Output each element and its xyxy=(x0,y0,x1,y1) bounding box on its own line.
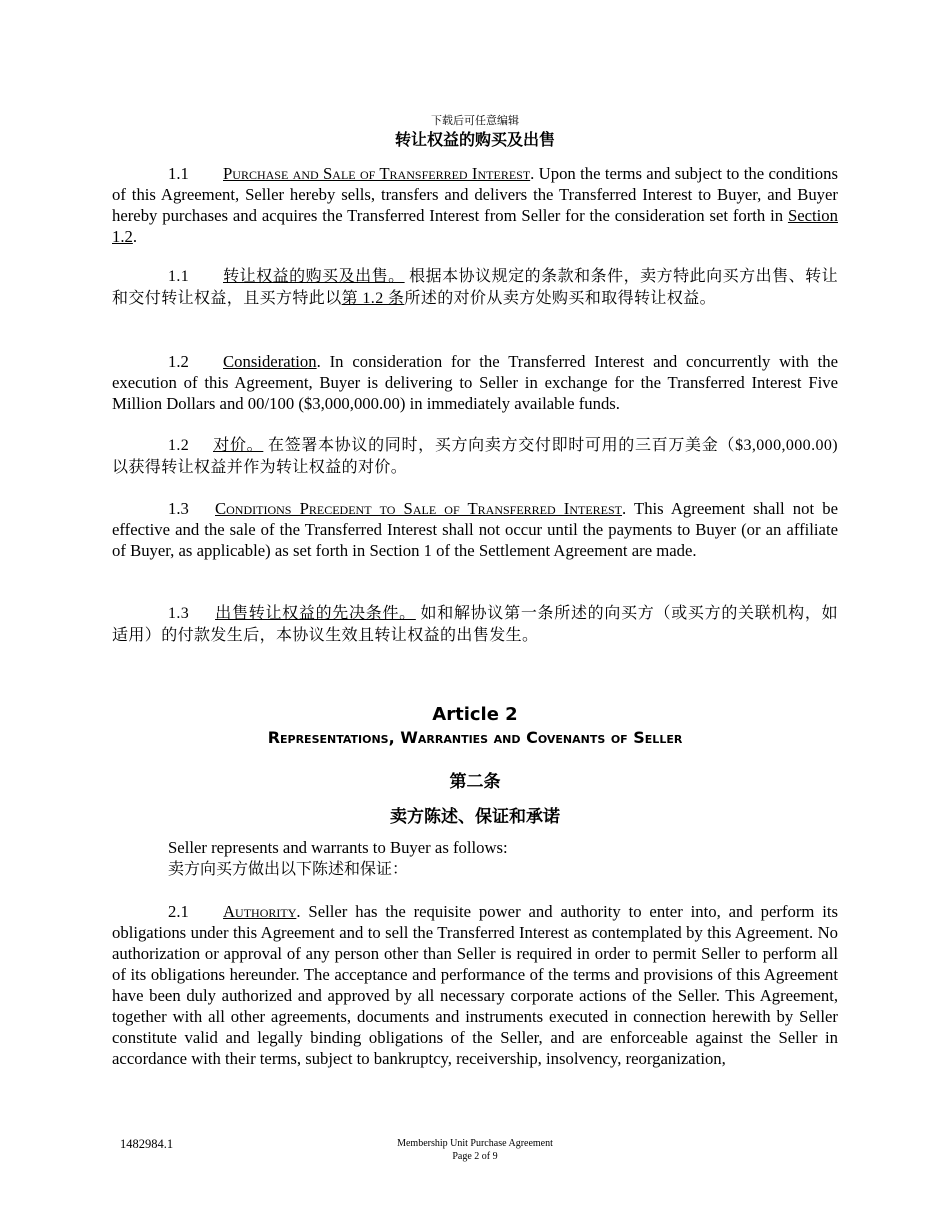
article-subtitle: Representations, Warranties and Covenants of Seller xyxy=(267,728,683,747)
article-title-zh: 第二条 xyxy=(449,772,501,791)
article-title: Article 2 xyxy=(432,704,518,725)
section-number: 2.1 xyxy=(168,902,189,921)
section-text-end: . xyxy=(132,227,138,246)
section-reference-link[interactable]: 第 1.2 条 xyxy=(341,289,405,307)
section-number: 1.2 xyxy=(168,437,190,454)
section-1-2-zh xyxy=(112,435,838,478)
article-intro-zh: 卖方向买方做出以下陈述和保证： xyxy=(168,861,409,878)
section-1-1-zh xyxy=(112,266,838,309)
section-heading: Purchase and Sale of Transferred Interest xyxy=(223,164,531,183)
section-heading: 转让权益的购买及出售。 xyxy=(223,268,405,285)
section-text: 在签署本协议的同时，买方向卖方交付即时可用的三百万美金（$3,000,000.00)以获得转让权益并作为转让权益的对价。 xyxy=(112,437,838,476)
article-intro-en: Seller represents and warrants to Buyer as follows: xyxy=(168,838,508,857)
section-text: 根据本协议规定的条款和条件，卖方特此向买方出售、转让和交付转让权益，且买方特此以 xyxy=(112,268,838,307)
section-heading: 出售转让权益的先决条件。 xyxy=(215,605,416,622)
section-text: 如和解协议第一条所述的向买方（或买方的关联机构，如适用）的付款发生后，本协议生效且转让权益的出售发生。 xyxy=(112,605,838,644)
section-number: 1.1 xyxy=(168,164,189,183)
section-number: 1.2 xyxy=(168,352,189,371)
section-1-2-en xyxy=(112,351,838,414)
section-2-1 xyxy=(112,901,838,1069)
section-heading: Consideration xyxy=(223,352,317,371)
section-text: . This Agreement shall not be effective and the sale of the Transferred Interest shall not occur until the payments to Buyer (or an affiliate of Buyer, as applicable) as set forth in Section 1 of the Settlement Agreement are made. xyxy=(112,499,838,560)
section-number: 1.3 xyxy=(168,499,189,518)
section-text: . In consideration for the Transferred Interest and concurrently with the execution of this Agreement, Buyer is delivering to Seller in exchange for the Transferred Interest Five Million Dollars and 00/100 ($3,000,000.00) in immediately available funds. xyxy=(112,352,838,413)
section-1-3-en xyxy=(112,498,838,561)
section-1-1-en xyxy=(112,163,838,247)
page-title: 转让权益的购买及出售 xyxy=(394,132,555,149)
section-number: 1.3 xyxy=(168,605,190,622)
footer-doc-id: 1482984.1 xyxy=(120,1137,174,1151)
section-text: . Upon the terms and subject to the conditions of this Agreement, Seller hereby sells, transfers and delivers the Transferred Interest to Buyer, and Buyer hereby purchases and acquires the Transferred Interest from Seller for the consideration set forth in xyxy=(112,164,838,225)
section-heading: Conditions Precedent to Sale of Transferred Interest xyxy=(215,499,623,518)
footer-doc-title: Membership Unit Purchase Agreement xyxy=(397,1138,553,1149)
section-1-3-zh xyxy=(112,603,838,646)
section-text-end: 所述的对价从卖方处购买和取得转让权益。 xyxy=(404,289,717,307)
section-heading: 对价。 xyxy=(213,437,264,454)
section-number: 1.1 xyxy=(168,268,190,285)
footer-page-number: Page 2 of 9 xyxy=(452,1151,498,1162)
section-heading: Authority xyxy=(223,902,297,921)
section-text: . Seller has the requisite power and authority to enter into, and perform its obligations under this Agreement and to sell the Transferred Interest as contemplated by this Agreement. No authorization or approval of any person other than Seller is required in order to permit Seller to perform all of its obligations hereunder. The acceptance and performance of the terms and provisions of this Agreement have been duly authorized and approved by all necessary corporate actions of the Seller. This Agreement, together with all other agreements, documents and instruments executed in connection herewith by Seller constitute valid and legally binding obligations of the Seller, and are enforceable against the Seller in accordance with their terms, subject to bankruptcy, receivership, insolvency, reorganization, xyxy=(112,902,838,1068)
article-subtitle-zh: 卖方陈述、保证和承诺 xyxy=(390,807,560,826)
download-note: 下载后可任意编辑 xyxy=(431,115,519,127)
section-reference-link[interactable]: Section 1.2 xyxy=(112,206,838,246)
footer-center xyxy=(0,1137,950,1163)
